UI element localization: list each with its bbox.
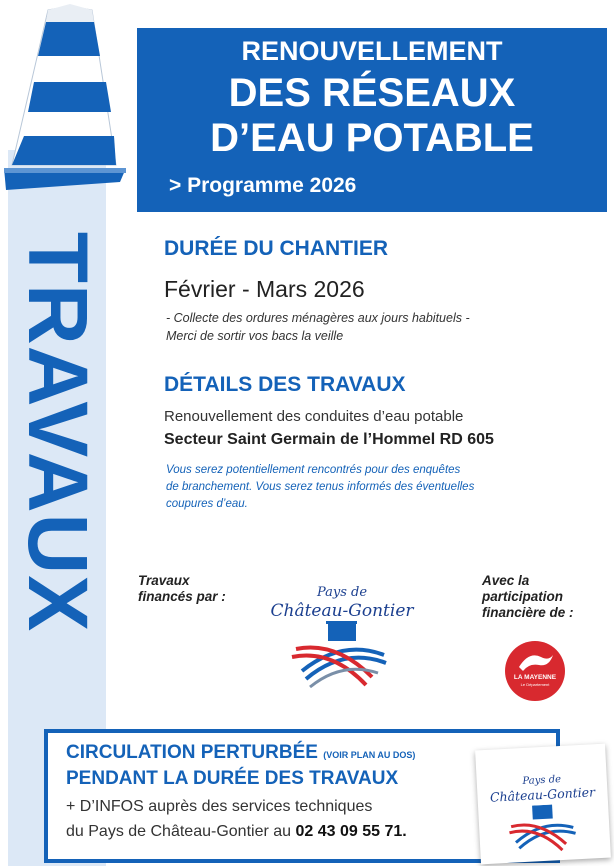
work-dates: Février - Mars 2026 [164, 276, 365, 302]
title-line-1: RENOUVELLEMENT [241, 36, 503, 66]
info-line-2: de branchement. Vous serez tenus informés des éventuelles [166, 481, 475, 493]
info-line-3: coupures d’eau. [166, 498, 248, 510]
side-label-travaux: TRAVAUX [11, 231, 105, 633]
programme-label: > Programme 2026 [169, 174, 357, 197]
chateau-logo-icon [262, 621, 422, 695]
info-line-1: Vous serez potentiellement rencontrés pour des enquêtes [166, 464, 461, 476]
collection-note-2: Merci de sortir vos bacs la veille [166, 329, 344, 343]
traffic-duration-line: PENDANT LA DURÉE DES TRAVAUX [66, 768, 399, 789]
duration-heading: DURÉE DU CHANTIER [164, 237, 389, 260]
traffic-disrupted-line: CIRCULATION PERTURBÉE (VOIR PLAN AU DOS) [66, 742, 416, 763]
phone-number: 02 43 09 55 71. [295, 823, 407, 840]
title-line-3: D’EAU POTABLE [210, 116, 534, 160]
title-box [137, 28, 607, 212]
details-heading: DÉTAILS DES TRAVAUX [164, 373, 406, 396]
more-info-line: + D’INFOS auprès des services techniques [66, 798, 373, 815]
funded-by-label: Travaux financés par : [138, 573, 226, 604]
work-description: Renouvellement des conduites d’eau potable [164, 408, 464, 425]
title-line-2: DES RÉSEAUX [228, 71, 516, 115]
contact-line: du Pays de Château-Gontier au 02 43 09 55 71. [66, 823, 407, 840]
la-mayenne-logo: LA MAYENNE Le Département [505, 641, 565, 701]
participation-label: Avec la participation financière de : [482, 573, 574, 620]
mayenne-emblem-icon [505, 641, 565, 675]
collection-note-1: - Collecte des ordures ménagères aux jours habituels - [166, 311, 470, 325]
chateau-logo-small-icon [488, 802, 600, 858]
work-sector: Secteur Saint Germain de l’Hommel RD 605 [164, 431, 494, 448]
traffic-cone-icon [0, 0, 140, 200]
pays-chateau-gontier-logo: Pays de Château-Gontier [262, 585, 422, 695]
pays-chateau-gontier-card-logo: Pays de Château-Gontier [475, 744, 611, 865]
